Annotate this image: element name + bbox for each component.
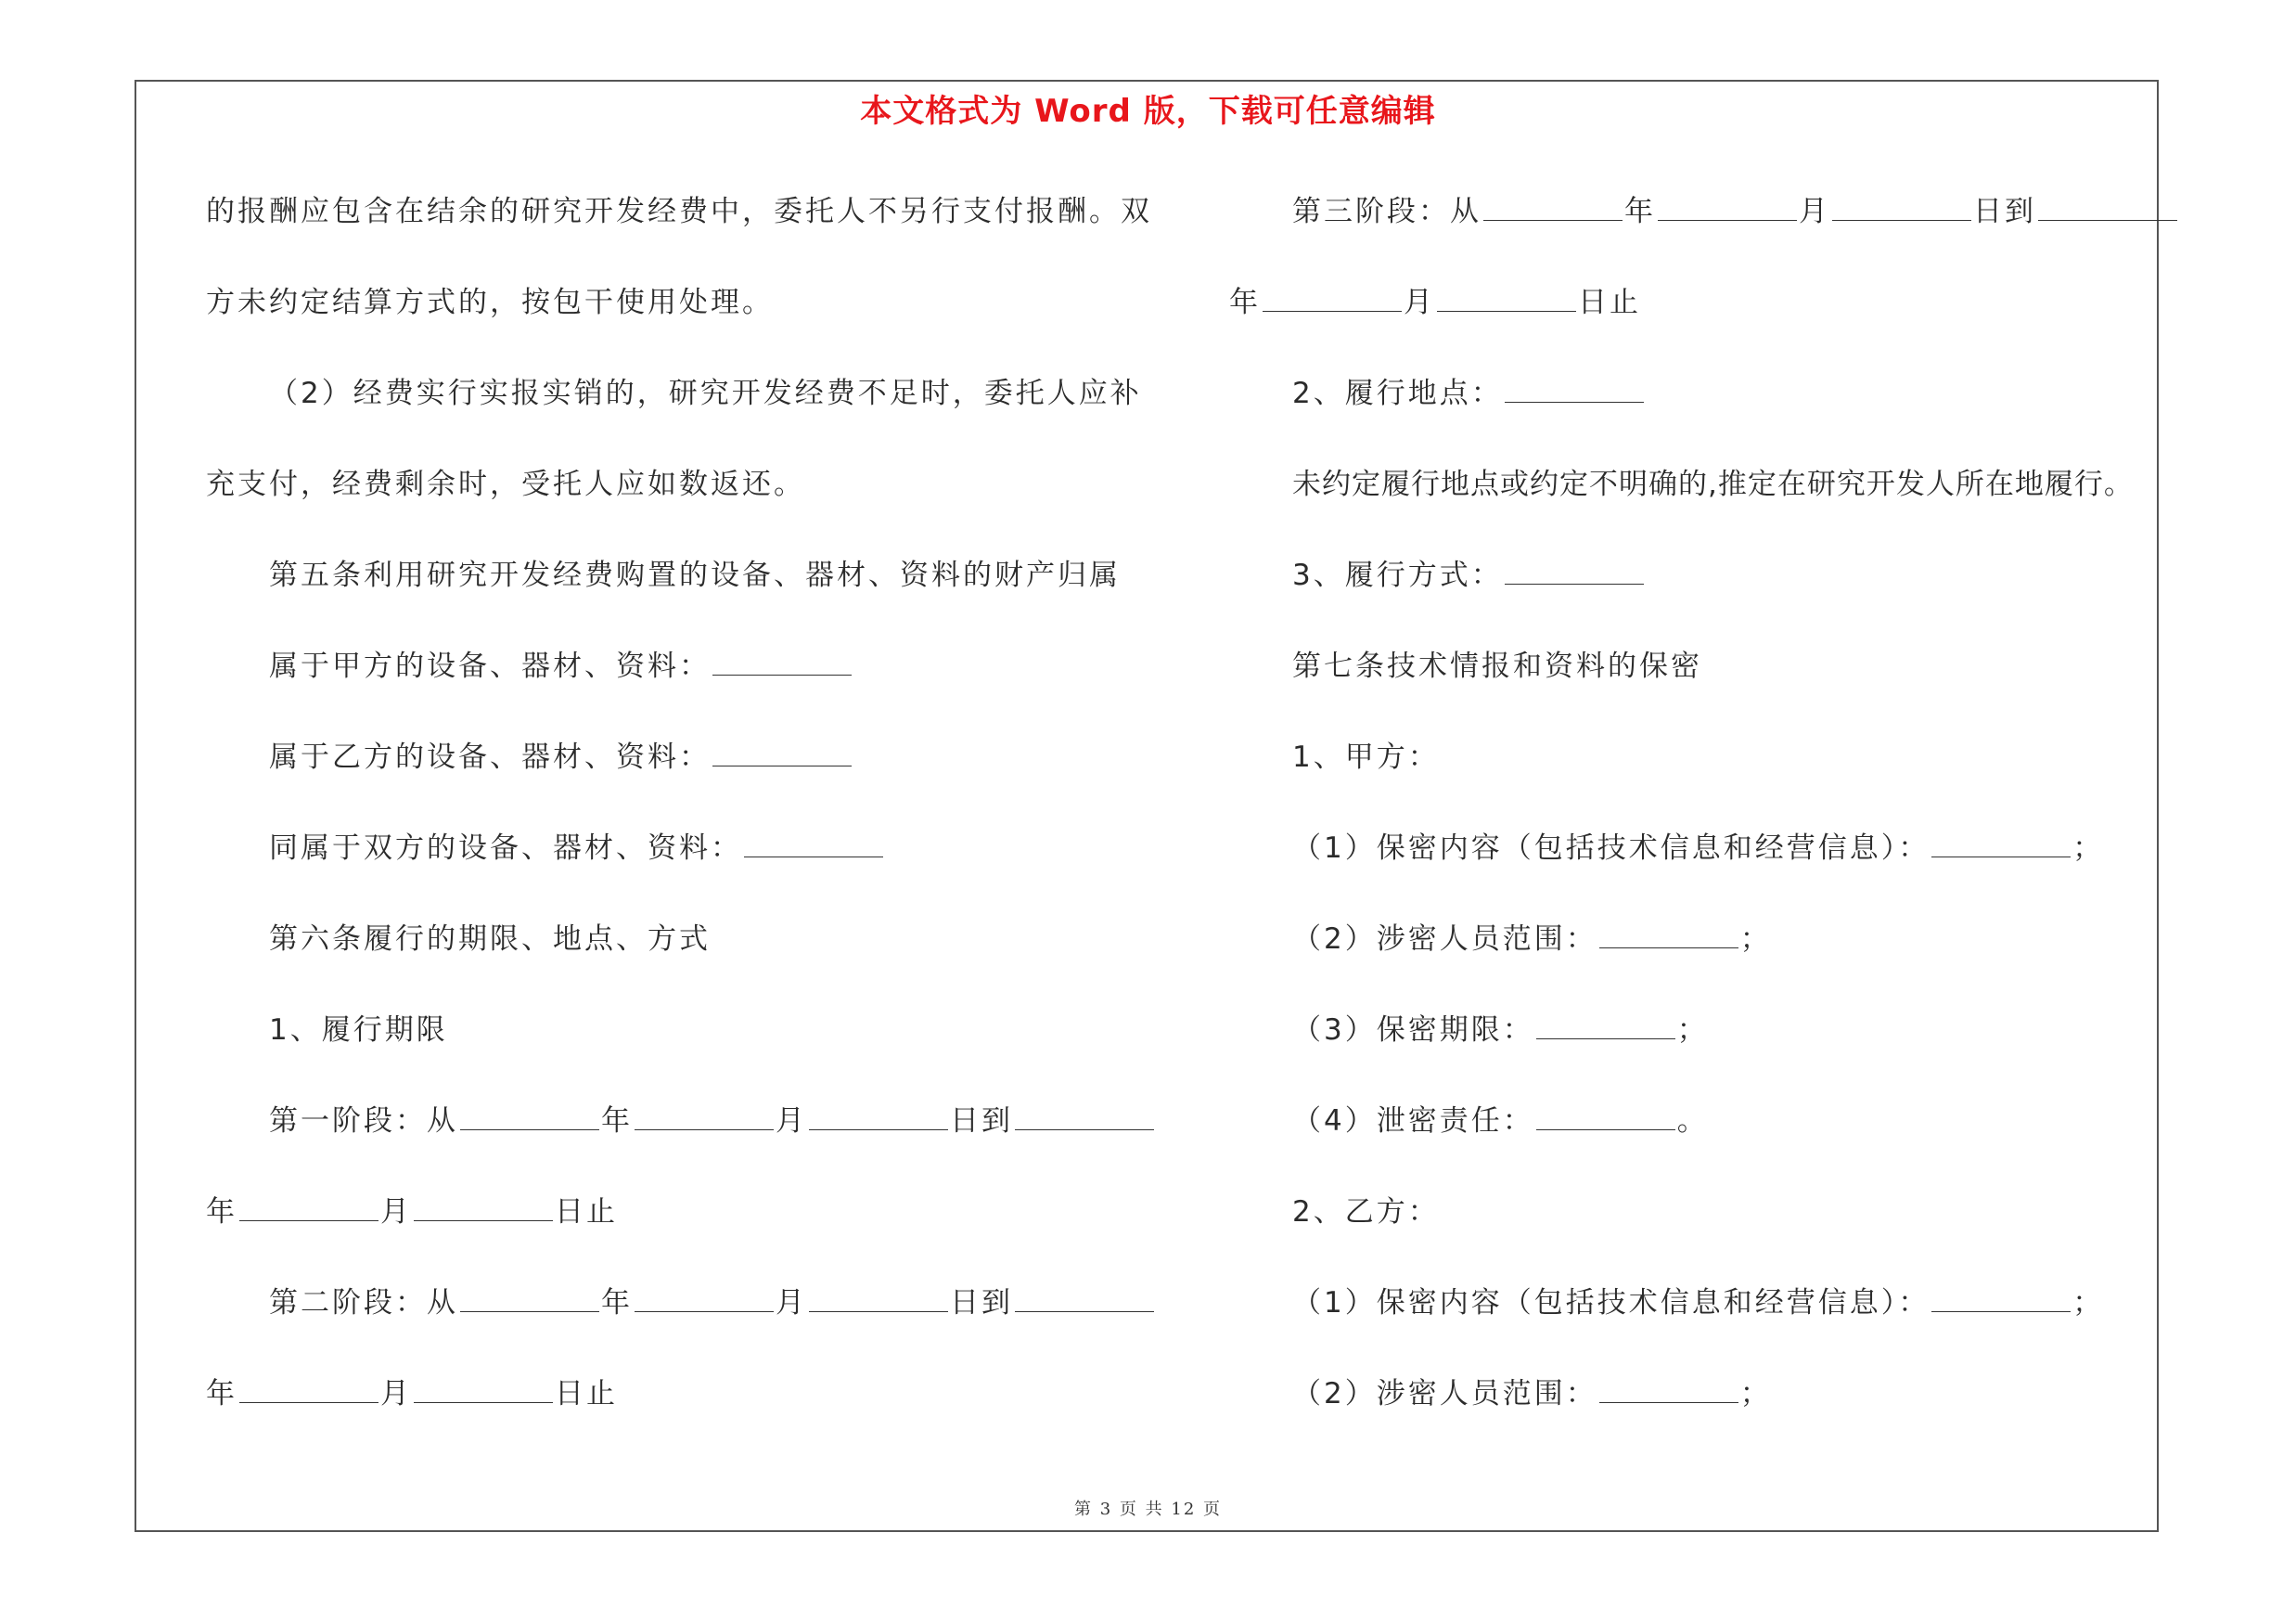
day-to-label: 日到 bbox=[1973, 195, 2036, 228]
fill-in-blank[interactable] bbox=[809, 1285, 948, 1312]
fill-in-blank[interactable] bbox=[1015, 1285, 1154, 1312]
month-label: 月 bbox=[380, 1377, 412, 1410]
end-label: 日止 bbox=[555, 1195, 618, 1229]
fill-in-blank[interactable] bbox=[1599, 1376, 1738, 1403]
field-suffix: ； bbox=[2072, 1286, 2105, 1320]
fill-in-blank[interactable] bbox=[635, 1285, 774, 1312]
year-label: 年 bbox=[1229, 286, 1261, 319]
month-label: 月 bbox=[776, 1286, 807, 1320]
field-suffix: ； bbox=[1739, 1377, 1772, 1410]
fill-in-blank[interactable] bbox=[239, 1194, 378, 1221]
fill-in-blank[interactable] bbox=[1931, 831, 2071, 857]
form-line bbox=[1292, 1102, 1709, 1140]
paragraph-line: （2）经费实行实报实销的，研究开发经费不足时，委托人应补 bbox=[269, 377, 1142, 410]
field-label: 3、履行方式： bbox=[1292, 559, 1503, 592]
fill-in-blank[interactable] bbox=[460, 1103, 599, 1130]
form-line bbox=[269, 739, 853, 776]
form-line bbox=[1292, 830, 2104, 867]
footer-suffix: 页 bbox=[1203, 1500, 1223, 1519]
field-label: （3）保密期限： bbox=[1292, 1013, 1534, 1047]
field-label: 属于乙方的设备、器材、资料： bbox=[269, 741, 711, 774]
form-line bbox=[1292, 557, 1646, 594]
fill-in-blank[interactable] bbox=[414, 1376, 553, 1403]
fill-in-blank[interactable] bbox=[1536, 1103, 1675, 1130]
footer-mid: 页 共 bbox=[1119, 1500, 1164, 1519]
month-label: 月 bbox=[380, 1195, 412, 1229]
field-label: （2）涉密人员范围： bbox=[1292, 1377, 1597, 1410]
field-label: （1）保密内容（包括技术信息和经营信息）： bbox=[1292, 831, 1930, 865]
year-label: 年 bbox=[601, 1286, 633, 1320]
paragraph-line: 未约定履行地点或约定不明确的,推定在研究开发人所在地履行。 bbox=[1292, 468, 2134, 501]
day-to-label: 日到 bbox=[950, 1286, 1013, 1320]
form-line bbox=[269, 830, 885, 867]
date-range-line bbox=[206, 1375, 618, 1412]
form-line bbox=[1292, 1011, 1709, 1049]
field-label: 属于甲方的设备、器材、资料： bbox=[269, 650, 711, 683]
fill-in-blank[interactable] bbox=[744, 831, 883, 857]
year-label: 年 bbox=[206, 1377, 237, 1410]
end-label: 日止 bbox=[1578, 286, 1641, 319]
fill-in-blank[interactable] bbox=[1536, 1012, 1675, 1039]
stage-label: 第一阶段：从 bbox=[269, 1104, 458, 1138]
fill-in-blank[interactable] bbox=[1599, 921, 1738, 948]
editable-banner: 本文格式为 Word 版，下载可任意编辑 bbox=[860, 93, 1436, 130]
month-label: 月 bbox=[1404, 286, 1435, 319]
fill-in-blank[interactable] bbox=[414, 1194, 553, 1221]
month-label: 月 bbox=[776, 1104, 807, 1138]
fill-in-blank[interactable] bbox=[1263, 285, 1402, 312]
page-number-footer bbox=[0, 1496, 2296, 1520]
form-line bbox=[269, 648, 853, 685]
form-line bbox=[1292, 1375, 1772, 1412]
field-label: （1）保密内容（包括技术信息和经营信息）： bbox=[1292, 1286, 1930, 1320]
date-range-line bbox=[1292, 193, 2179, 230]
field-suffix: ； bbox=[2072, 831, 2105, 865]
field-label: 同属于双方的设备、器材、资料： bbox=[269, 831, 742, 865]
paragraph-line: 的报酬应包含在结余的研究开发经费中，委托人不另行支付报酬。双 bbox=[206, 195, 1152, 228]
form-line bbox=[1292, 921, 1772, 958]
fill-in-blank[interactable] bbox=[239, 1376, 378, 1403]
field-suffix: ； bbox=[1676, 1013, 1709, 1047]
paragraph-line: 充支付，经费剩余时，受托人应如数返还。 bbox=[206, 468, 805, 501]
article-heading: 第五条利用研究开发经费购置的设备、器材、资料的财产归属 bbox=[269, 559, 1121, 592]
total-page-count: 12 bbox=[1171, 1500, 1197, 1519]
fill-in-blank[interactable] bbox=[1658, 194, 1797, 221]
year-label: 年 bbox=[206, 1195, 237, 1229]
footer-prefix: 第 bbox=[1073, 1500, 1093, 1519]
year-label: 年 bbox=[1624, 195, 1656, 228]
fill-in-blank[interactable] bbox=[1015, 1103, 1154, 1130]
fill-in-blank[interactable] bbox=[1437, 285, 1576, 312]
field-label: （4）泄密责任： bbox=[1292, 1104, 1534, 1138]
date-range-line bbox=[269, 1102, 1156, 1140]
fill-in-blank[interactable] bbox=[712, 740, 852, 766]
fill-in-blank[interactable] bbox=[712, 649, 852, 676]
form-line bbox=[1292, 375, 1646, 412]
party-heading: 2、乙方： bbox=[1292, 1195, 1440, 1229]
fill-in-blank[interactable] bbox=[2038, 194, 2177, 221]
party-heading: 1、甲方： bbox=[1292, 741, 1440, 774]
fill-in-blank[interactable] bbox=[1483, 194, 1623, 221]
stage-label: 第三阶段：从 bbox=[1292, 195, 1481, 228]
end-label: 日止 bbox=[555, 1377, 618, 1410]
article-heading: 第六条履行的期限、地点、方式 bbox=[269, 922, 711, 956]
fill-in-blank[interactable] bbox=[1505, 558, 1644, 585]
field-suffix: ； bbox=[1739, 922, 1772, 956]
fill-in-blank[interactable] bbox=[460, 1285, 599, 1312]
field-label: （2）涉密人员范围： bbox=[1292, 922, 1597, 956]
form-line bbox=[1292, 1284, 2104, 1321]
month-label: 月 bbox=[1799, 195, 1830, 228]
fill-in-blank[interactable] bbox=[635, 1103, 774, 1130]
field-label: 2、履行地点： bbox=[1292, 377, 1503, 410]
date-range-line bbox=[1229, 284, 1641, 321]
current-page-number: 3 bbox=[1099, 1500, 1113, 1519]
fill-in-blank[interactable] bbox=[809, 1103, 948, 1130]
date-range-line bbox=[269, 1284, 1156, 1321]
paragraph-line: 方未约定结算方式的，按包干使用处理。 bbox=[206, 286, 774, 319]
fill-in-blank[interactable] bbox=[1505, 376, 1644, 403]
year-label: 年 bbox=[601, 1104, 633, 1138]
fill-in-blank[interactable] bbox=[1931, 1285, 2071, 1312]
fill-in-blank[interactable] bbox=[1832, 194, 1971, 221]
paragraph-line: 1、履行期限 bbox=[269, 1013, 448, 1047]
day-to-label: 日到 bbox=[950, 1104, 1013, 1138]
field-suffix: 。 bbox=[1676, 1104, 1709, 1138]
article-heading: 第七条技术情报和资料的保密 bbox=[1292, 650, 1702, 683]
date-range-line bbox=[206, 1193, 618, 1230]
stage-label: 第二阶段：从 bbox=[269, 1286, 458, 1320]
